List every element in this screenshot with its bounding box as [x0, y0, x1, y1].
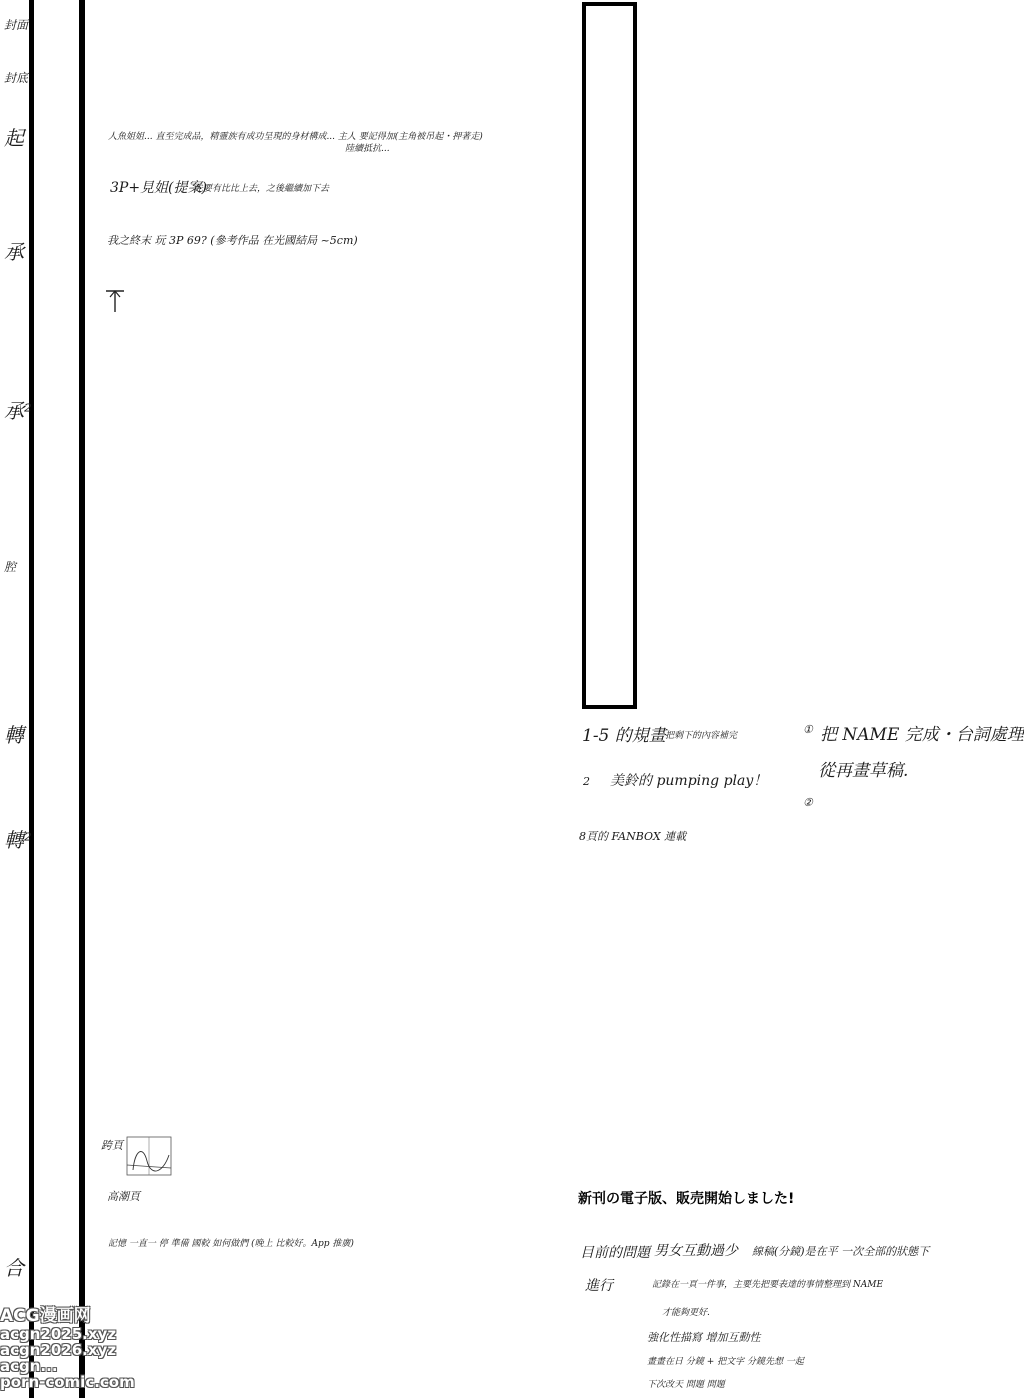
- bullet-b: ②: [803, 796, 813, 809]
- progress-p2: 強化性描寫 增加互動性: [647, 1331, 761, 1344]
- note-r4: 把 NAME 完成・台詞處理: [820, 725, 1024, 745]
- watermark-line2: acgn2025.xyz: [0, 1325, 117, 1343]
- note-line2b: 先要有比比上去，之後繼續加下去: [194, 184, 330, 194]
- progress-heading: 進行: [585, 1278, 613, 1294]
- issues-item1b: 線稿(分鏡)是在平 一次全部的狀態下: [752, 1245, 930, 1258]
- label-cheng: 承: [4, 240, 24, 264]
- label-he: 合: [4, 1256, 24, 1280]
- label-qi: 起: [4, 126, 24, 150]
- label-zhuan: 轉: [4, 723, 24, 747]
- note-r2-num: 2: [583, 775, 590, 788]
- note-bottom3: 記憶 一直一 停 準備 國較 如何做們 (晚上 比較好。App 推廣): [108, 1239, 354, 1249]
- label-zhuan2: 轉²: [4, 828, 33, 852]
- note-line3: 我之終末 玩 3P 69? (參考作品 在光國結局 ~5cm): [107, 234, 358, 247]
- progress-p1: 記錄在一頁一件事，主要先把要表達的事情整理到 NAME: [652, 1280, 884, 1290]
- announcement: 新刊の電子版、販売開始しました!: [578, 1191, 795, 1207]
- watermark-line1: ACG漫画网: [0, 1306, 91, 1326]
- note-r3: 8頁的 FANBOX 連載: [579, 830, 687, 843]
- watermark-line4: acgn...: [0, 1357, 58, 1375]
- label-qiang: 腔: [4, 560, 17, 574]
- note-r4b: 從再畫草稿.: [818, 761, 909, 781]
- progress-p3: 畫畫在日 分鏡 + 把文字 分鏡先想 一起: [647, 1357, 804, 1367]
- note-line2: 3P+見姐(提案): [110, 180, 207, 196]
- label-fengdi: 封底: [4, 71, 29, 85]
- note-bottom2: 高潮頁: [107, 1190, 140, 1203]
- note-r1b: 把剩下的內容補完: [665, 731, 738, 741]
- label-cheng2: 承²: [4, 399, 33, 423]
- panel-frame: [582, 2, 637, 709]
- watermark-line5: porn-comic.com: [0, 1373, 135, 1391]
- layout-sketch-icon: [125, 1135, 173, 1177]
- label-fengmian: 封面: [4, 18, 29, 32]
- up-arrow-icon: [105, 287, 125, 313]
- progress-p1b: 才能夠更好.: [662, 1308, 710, 1318]
- note-line1b: 陸續抵抗...: [345, 144, 390, 154]
- note-line1: 人魚姐姐... 直至完成品，精靈族有成功呈現的身材構成... 主人 要記得加(主角被吊起・押著走): [108, 132, 483, 142]
- issues-item1: 男女互動過少: [654, 1243, 738, 1259]
- margin-rule-thin: [29, 0, 34, 1398]
- note-r1: 1-5 的規畫: [582, 726, 666, 746]
- issues-heading: 目前的問題: [580, 1245, 650, 1261]
- note-bottom1: 跨頁: [101, 1139, 123, 1152]
- watermark-line3: acgn2026.xyz: [0, 1341, 117, 1359]
- note-r2: 美鈴的 pumping play！: [610, 773, 768, 789]
- progress-p4: 下次改天 問題 問題: [647, 1380, 725, 1390]
- bullet-a: ①: [803, 723, 813, 736]
- margin-rule-thick: [79, 0, 85, 1398]
